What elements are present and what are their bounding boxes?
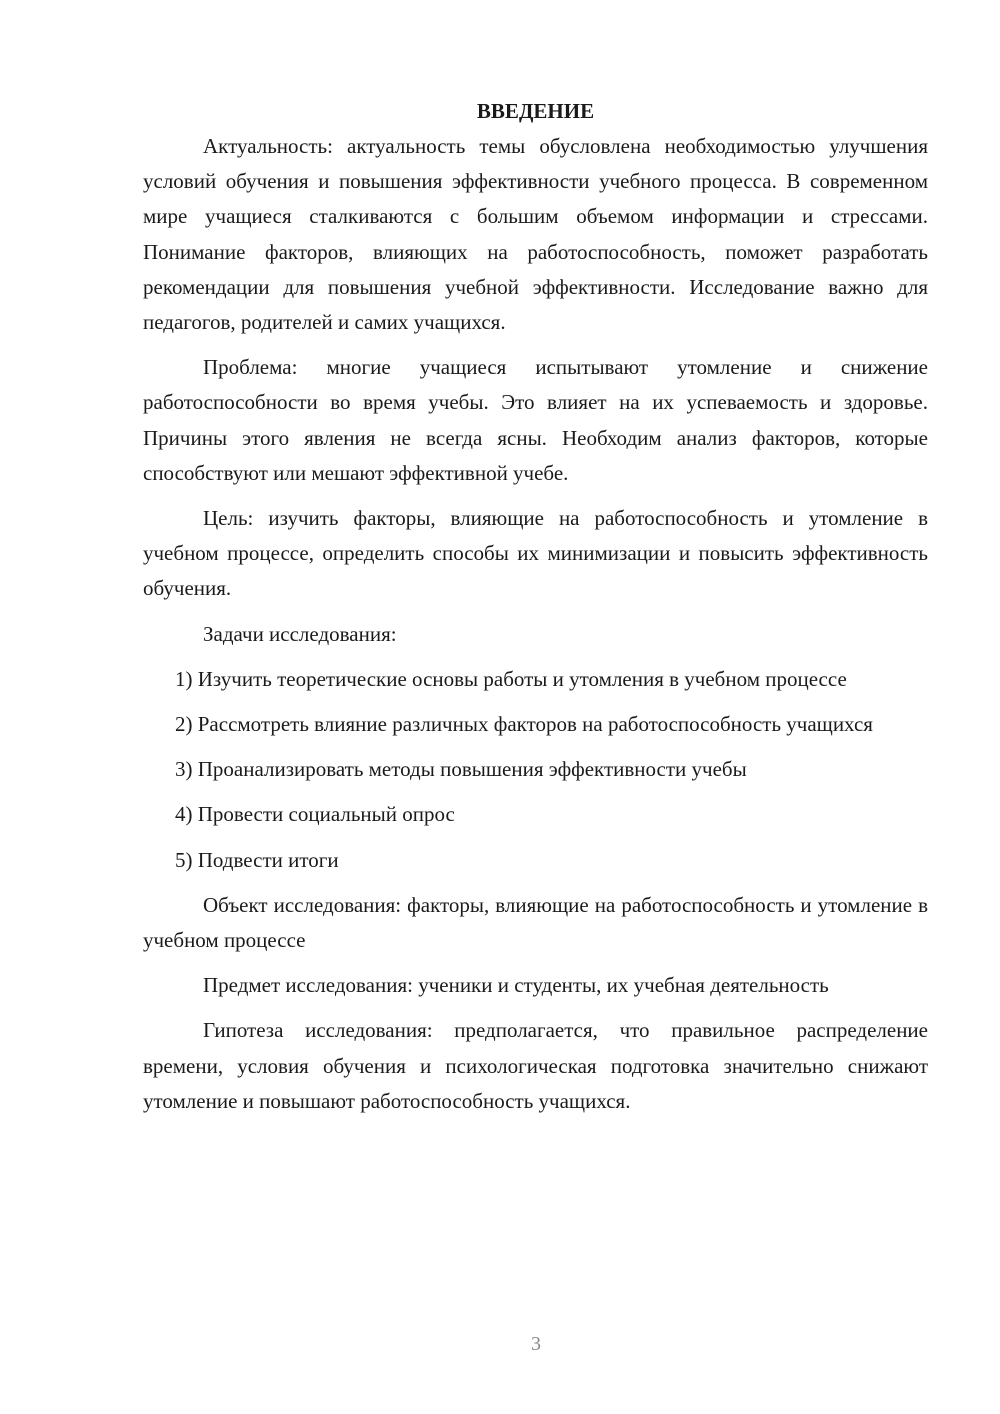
task-item-5: 5) Подвести итоги <box>175 847 339 872</box>
task-item-4: 4) Провести социальный опрос <box>175 802 455 827</box>
paragraph-subject: Предмет исследования: ученики и студенты, их учебная деятельность <box>203 973 829 998</box>
paragraph-hypothesis: Гипотеза исследования: предполагается, что правильное распределение времени, условия обучения и психологическая подготовка значительно снижают утомление и повышают работоспособность учащихся. <box>143 1018 928 1113</box>
paragraph-problem: Проблема: многие учащиеся испытывают утомление и снижение работоспособности во время учебы. Это влияет на их успеваемость и здоровье. Причины этого явления не всегда ясны. Необходим анализ факторов, которые способствуют или мешают эффективной учебе. <box>143 355 928 485</box>
task-item-1: 1) Изучить теоретические основы работы и утомления в учебном процессе <box>175 666 847 691</box>
tasks-title: Задачи исследования: <box>203 621 397 646</box>
paragraph-goal: Цель: изучить факторы, влияющие на работоспособность и утомление в учебном процессе, определить способы их минимизации и повысить эффективность обучения. <box>143 506 928 601</box>
paragraph-relevance: Актуальность: актуальность темы обусловлена необходимостью улучшения условий обучения и повышения эффективности учебного процесса. В современном мире учащиеся сталкиваются с большим объемом информации и стрессами. Понимание факторов, влияющих на работоспособность, поможет разработать рекомендации для повышения учебной эффективности. Исследование важно для педагогов, родителей и самих учащихся. <box>143 134 928 335</box>
task-item-2: 2) Рассмотреть влияние различных факторов на работоспособность учащихся <box>175 712 873 737</box>
paragraph-object: Объект исследования: факторы, влияющие на работоспособность и утомление в учебном процессе <box>143 892 928 953</box>
page-number: 3 <box>531 1333 541 1355</box>
page-content <box>143 95 928 1119</box>
task-item-3: 3) Проанализировать методы повышения эффективности учебы <box>175 757 747 782</box>
section-heading: ВВЕДЕНИЕ <box>476 99 595 123</box>
